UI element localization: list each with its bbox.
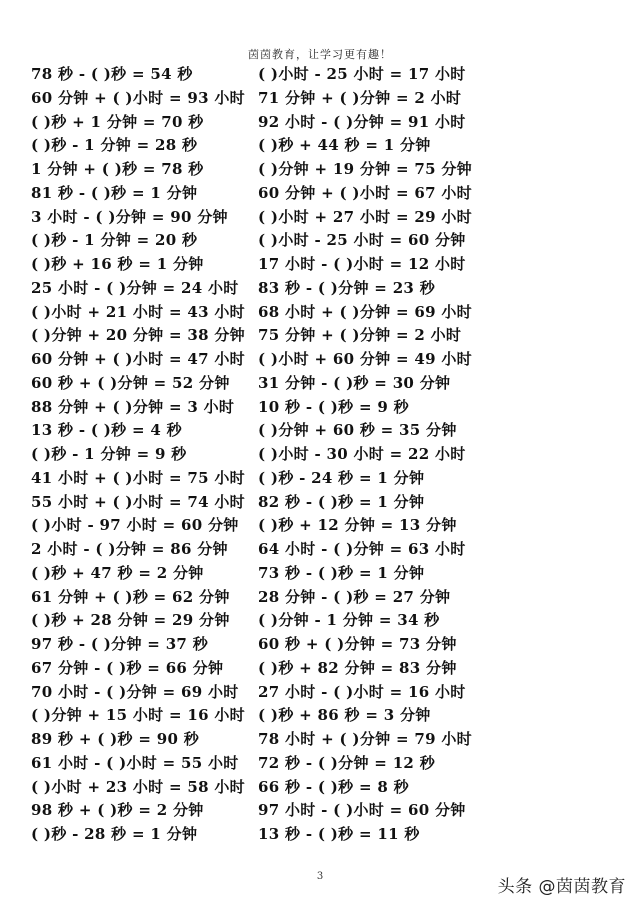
exercise-item: ( )秒 - 28 秒 = 1 分钟 <box>31 825 198 843</box>
exercise-item: 78 小时 + ( )分钟 = 79 小时 <box>258 730 472 748</box>
exercise-item: ( )秒 + 47 秒 = 2 分钟 <box>31 563 204 582</box>
watermark: 头条 @茵茵教育 <box>497 877 626 897</box>
exercise-item: ( )小时 + 21 小时 = 43 小时 <box>31 302 245 321</box>
exercise-item: 68 小时 + ( )分钟 = 69 小时 <box>258 302 472 321</box>
exercise-item: 2 小时 - ( )分钟 = 86 分钟 <box>31 540 228 558</box>
exercise-item: 81 秒 - ( )秒 = 1 分钟 <box>31 183 198 202</box>
exercise-item: 13 秒 - ( )秒 = 4 秒 <box>31 421 182 440</box>
exercise-item: ( )秒 + 28 分钟 = 29 分钟 <box>31 611 230 630</box>
exercise-item: 60 分钟 + ( )小时 = 93 小时 <box>31 88 245 107</box>
exercise-item: ( )秒 + 82 分钟 = 83 分钟 <box>258 658 457 677</box>
exercise-item: ( )秒 + 44 秒 = 1 分钟 <box>258 136 431 155</box>
exercise-item: ( )分钟 + 19 分钟 = 75 分钟 <box>258 160 472 178</box>
exercise-item: 60 分钟 + ( )小时 = 67 小时 <box>258 183 472 202</box>
exercise-item: ( )小时 + 27 小时 = 29 小时 <box>258 207 472 226</box>
exercise-item: 41 小时 + ( )小时 = 75 小时 <box>31 468 245 487</box>
exercise-item: 98 秒 + ( )秒 = 2 分钟 <box>31 801 204 820</box>
page-number: 3 <box>316 871 324 882</box>
exercise-item: 25 小时 - ( )分钟 = 24 小时 <box>31 278 239 297</box>
exercise-item: 89 秒 + ( )秒 = 90 秒 <box>31 730 200 748</box>
exercise-item: ( )秒 - 1 分钟 = 9 秒 <box>31 445 187 463</box>
exercise-item: 88 分钟 + ( )分钟 = 3 小时 <box>31 397 235 416</box>
exercise-item: 75 分钟 + ( )分钟 = 2 小时 <box>258 326 462 345</box>
exercise-item: 73 秒 - ( )秒 = 1 分钟 <box>258 563 425 582</box>
exercise-item: ( )小时 + 60 分钟 = 49 小时 <box>258 350 472 368</box>
exercise-item: ( )分钟 + 20 分钟 = 38 分钟 <box>31 326 245 345</box>
exercise-item: ( )秒 - 1 分钟 = 28 秒 <box>31 136 198 155</box>
exercise-item: 13 秒 - ( )秒 = 11 秒 <box>258 825 420 843</box>
exercise-item: 31 分钟 - ( )秒 = 30 分钟 <box>258 373 451 392</box>
exercise-item: ( )分钟 + 60 秒 = 35 分钟 <box>258 421 457 440</box>
exercise-item: ( )秒 - 24 秒 = 1 分钟 <box>258 468 425 487</box>
exercise-item: ( )秒 + 12 分钟 = 13 分钟 <box>258 516 457 535</box>
exercise-item: ( )小时 - 97 小时 = 60 分钟 <box>31 516 239 535</box>
exercise-item: 61 分钟 + ( )秒 = 62 分钟 <box>31 587 230 606</box>
exercise-item: 92 小时 - ( )分钟 = 91 小时 <box>258 112 466 131</box>
exercise-item: 83 秒 - ( )分钟 = 23 秒 <box>258 278 435 297</box>
exercise-item: 66 秒 - ( )秒 = 8 秒 <box>258 777 409 796</box>
left-exercise-column <box>31 63 245 847</box>
exercise-item: 97 秒 - ( )分钟 = 37 秒 <box>31 635 208 653</box>
exercise-item: ( )分钟 - 1 分钟 = 34 秒 <box>258 611 440 630</box>
exercise-item: 61 小时 - ( )小时 = 55 小时 <box>31 753 239 772</box>
exercise-item: 72 秒 - ( )分钟 = 12 秒 <box>258 753 435 772</box>
exercise-item: ( )小时 + 23 小时 = 58 小时 <box>31 777 245 796</box>
exercise-item: 10 秒 - ( )秒 = 9 秒 <box>258 397 409 416</box>
exercise-item: ( )秒 + 1 分钟 = 70 秒 <box>31 112 204 131</box>
exercise-item: ( )秒 - 1 分钟 = 20 秒 <box>31 231 198 250</box>
exercise-item: 67 分钟 - ( )秒 = 66 分钟 <box>31 658 224 677</box>
exercise-item: 97 小时 - ( )小时 = 60 分钟 <box>258 801 466 820</box>
exercise-item: 70 小时 - ( )分钟 = 69 小时 <box>31 682 239 701</box>
exercise-item: 55 小时 + ( )小时 = 74 小时 <box>31 492 245 511</box>
exercise-item: ( )秒 + 86 秒 = 3 分钟 <box>258 706 431 725</box>
exercise-item: 28 分钟 - ( )秒 = 27 分钟 <box>258 587 451 606</box>
exercise-item: 1 分钟 + ( )秒 = 78 秒 <box>31 160 204 178</box>
exercise-item: 60 秒 + ( )分钟 = 73 分钟 <box>258 635 457 653</box>
page-header: 茵茵教育，让学习更有趣！ <box>248 48 392 61</box>
exercise-item: 3 小时 - ( )分钟 = 90 分钟 <box>31 207 228 226</box>
exercise-item: ( )小时 - 25 小时 = 60 分钟 <box>258 231 466 250</box>
right-exercise-column <box>258 63 472 847</box>
exercise-item: 60 分钟 + ( )小时 = 47 小时 <box>31 350 245 368</box>
exercise-item: ( )秒 + 16 秒 = 1 分钟 <box>31 255 204 273</box>
exercise-item: ( )小时 - 30 小时 = 22 小时 <box>258 445 466 463</box>
exercise-item: 82 秒 - ( )秒 = 1 分钟 <box>258 492 425 511</box>
exercise-item: 17 小时 - ( )小时 = 12 小时 <box>258 255 466 273</box>
exercise-item: ( )小时 - 25 小时 = 17 小时 <box>258 65 466 83</box>
exercise-item: 27 小时 - ( )小时 = 16 小时 <box>258 682 466 701</box>
exercise-item: ( )分钟 + 15 小时 = 16 小时 <box>31 706 245 725</box>
exercise-item: 71 分钟 + ( )分钟 = 2 小时 <box>258 88 462 107</box>
exercise-item: 78 秒 - ( )秒 = 54 秒 <box>31 65 193 83</box>
exercise-item: 60 秒 + ( )分钟 = 52 分钟 <box>31 373 230 392</box>
exercise-item: 64 小时 - ( )分钟 = 63 小时 <box>258 540 466 558</box>
